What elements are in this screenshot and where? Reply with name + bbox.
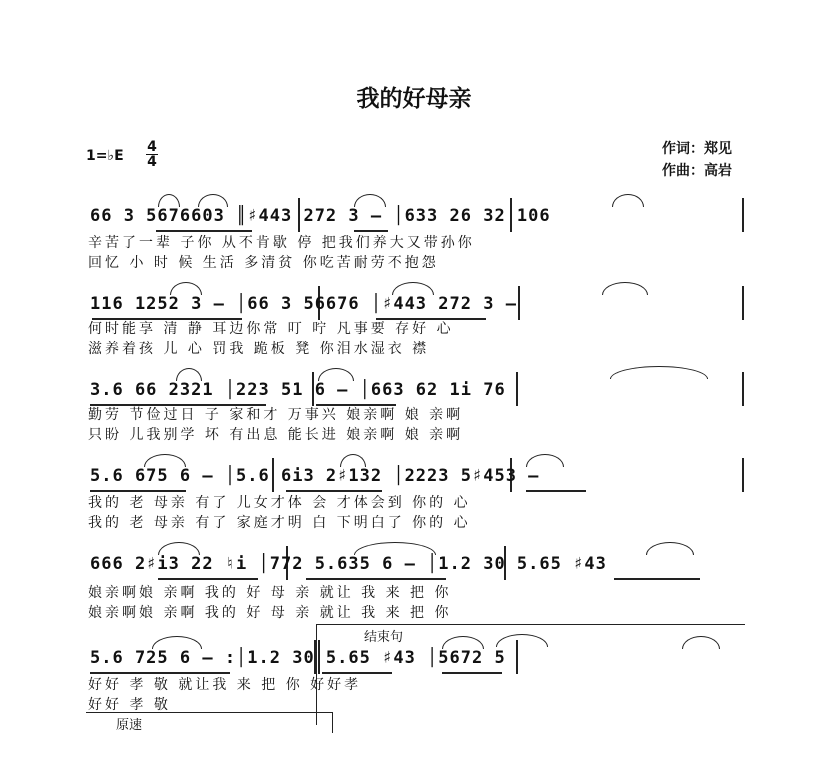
notation-line: 5.6 725 6 – :│1.2 30 5.65 ♯43 │5672 5: [90, 648, 506, 668]
barline: [516, 372, 518, 406]
lyric-line-4-verse-1: 我的 老 母亲 有了 儿女才体 会 才体会到 你的 心: [88, 495, 471, 511]
slur: [646, 542, 694, 555]
music-row-6: [86, 630, 746, 678]
slur: [612, 194, 644, 207]
lyric-line-2-verse-2: 滋养着孩 儿 心 罚我 跪板 凳 你泪水湿衣 襟: [88, 341, 430, 357]
barline: [742, 198, 744, 232]
composer-credit: 作曲：高岩: [662, 163, 732, 179]
tempo-label-partial: 原速: [116, 718, 143, 733]
lyric-line-6-verse-1: 好好 孝 敬 就让我 来 把 你 好好孝: [88, 677, 362, 693]
slur: [610, 366, 708, 379]
underline-beam: [526, 490, 586, 492]
notation-line: 5.6 675 6 – │5.6 6i3 2♯132 │2223 5♯453 –: [90, 466, 540, 486]
time-signature-bottom: 4: [147, 154, 157, 170]
lyric-line-5-verse-1: 娘亲啊娘 亲啊 我的 好 母 亲 就让 我 来 把 你: [88, 585, 452, 601]
music-row-3: [86, 362, 746, 410]
lyric-line-2-verse-1: 何时能享 清 静 耳边你常 叮 咛 凡事要 存好 心: [88, 321, 454, 337]
notation-line: 666 2♯i3 22 ♮i │772 5.635 6 – │1.2 30 5.65 ♯43: [90, 554, 607, 574]
notation-line: 116 1252 3 – │66 3 56676 │♯443 272 3 –: [90, 294, 517, 314]
barline: [518, 286, 520, 320]
lyric-line-5-verse-2: 娘亲啊娘 亲啊 我的 好 母 亲 就让 我 来 把 你: [88, 605, 452, 621]
ending-label: 结束句: [364, 630, 404, 645]
key-signature: 1=♭E: [86, 148, 124, 164]
barline: [742, 458, 744, 492]
barline: [742, 286, 744, 320]
notation-line: 66 3 5676603 ║♯443 272 3 – │633 26 32 106: [90, 206, 551, 226]
music-row-4: [86, 448, 746, 496]
underline-beam: [158, 578, 258, 580]
lyric-line-6-verse-2: 好好 孝 敬: [88, 697, 171, 713]
underline-beam: [614, 578, 700, 580]
song-title: 我的好母亲: [356, 85, 472, 112]
time-signature-top: 4: [147, 139, 157, 155]
time-signature: [146, 140, 158, 169]
underline-beam: [442, 672, 502, 674]
music-row-5: [86, 536, 746, 584]
music-row-1: [86, 188, 746, 236]
notation-line: 3.6 66 2321 │223 51 6 – │663 62 1i 76: [90, 380, 506, 400]
lyric-line-3-verse-2: 只盼 儿我别学 坏 有出息 能长进 娘亲啊 娘 亲啊: [88, 427, 464, 443]
slur: [602, 282, 648, 295]
lyricist-credit: 作词：郑见: [662, 141, 732, 157]
lyric-line-4-verse-2: 我的 老 母亲 有了 家庭才明 白 下明白了 你的 心: [88, 515, 471, 531]
lyric-line-1-verse-1: 辛苦了一辈 子你 从不肯歇 停 把我们养大又带孙你: [88, 235, 475, 251]
lyric-line-3-verse-1: 勤劳 节俭过日 子 家和才 万事兴 娘亲啊 娘 亲啊: [88, 407, 464, 423]
barline: [516, 640, 518, 674]
slur: [496, 634, 548, 647]
slur: [682, 636, 720, 649]
barline: [742, 372, 744, 406]
music-row-2: [86, 276, 746, 324]
underline-beam: [306, 578, 446, 580]
lyric-line-1-verse-2: 回忆 小 时 候 生活 多清贫 你吃苦耐劳不抱怨: [88, 255, 439, 271]
